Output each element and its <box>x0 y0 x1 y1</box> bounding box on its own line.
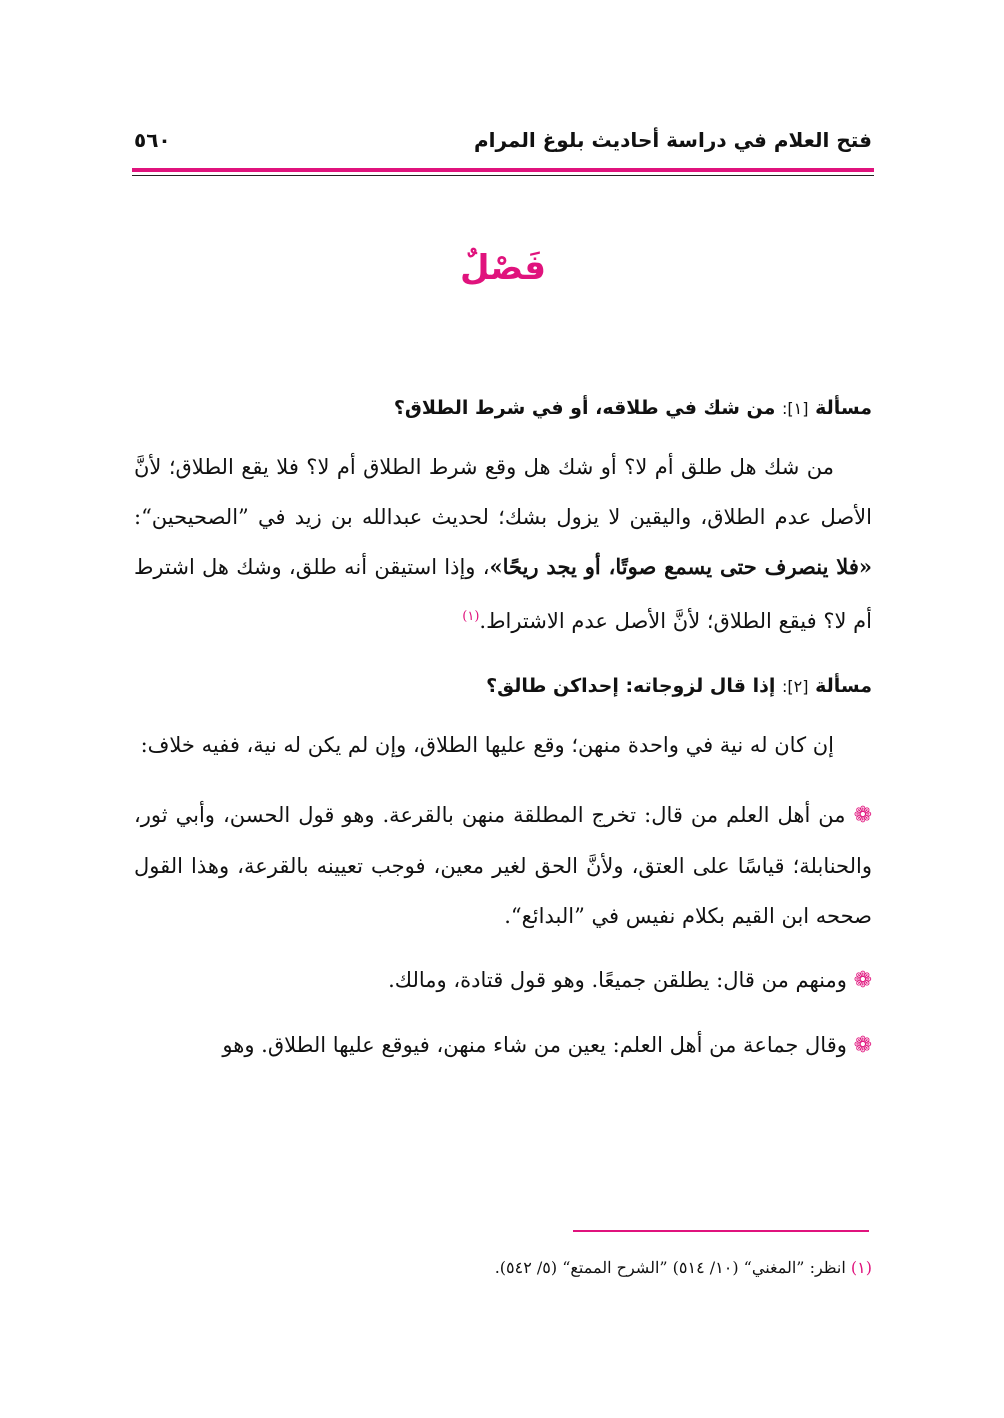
page-body <box>134 388 872 1071</box>
opinion-item-3 <box>134 1020 872 1071</box>
page-number: ٥٦٠ <box>134 128 171 152</box>
running-header <box>134 128 872 152</box>
question-number: [١]: <box>782 399 809 418</box>
book-title: فتح العلام في دراسة أحاديث بلوغ المرام <box>473 128 872 152</box>
header-rule-thin <box>132 175 874 176</box>
paragraph-1-text-a: من شك هل طلق أم لا؟ أو شك هل وقع شرط الطلاق أم لا؟ فلا يقع الطلاق؛ لأنَّ الأصل عدم الطلاق، واليقين لا يزول بشك؛ لحديث عبدالله بن زيد في ”الصحيحين“: <box>134 455 872 529</box>
paragraph-2: إن كان له نية في واحدة منهن؛ وقع عليها الطلاق، وإن لم يكن له نية، ففيه خلاف: <box>140 733 834 757</box>
flower-ornament-icon: ❁ <box>853 803 872 828</box>
opinion-text: ومنهم من قال: يطلقن جميعًا. وهو قول قتادة، ومالك. <box>388 968 847 992</box>
footnote-rule <box>573 1230 869 1232</box>
question-text: إذا قال لزوجاته: إحداكن طالق؟ <box>486 675 776 697</box>
hadith-quote: «فلا ينصرف حتى يسمع صوتًا، أو يجد ريحًا» <box>489 554 872 579</box>
opinion-text: وقال جماعة من أهل العلم: يعين من شاء منهن، فيوقع عليها الطلاق. وهو <box>222 1033 847 1057</box>
section-title: فَصْلٌ <box>459 248 547 288</box>
question-heading-2 <box>134 666 872 706</box>
footnote-text: انظر: ”المغني“ (١٠/ ٥١٤) ”الشرح الممتع“ (٥/ ٥٤٢). <box>494 1258 846 1277</box>
question-label: مسألة <box>815 675 872 697</box>
flower-ornament-icon: ❁ <box>853 968 872 993</box>
paragraph-1 <box>134 442 872 646</box>
header-rule-accent <box>132 168 874 172</box>
question-heading-1 <box>134 388 872 428</box>
opinion-text: من أهل العلم من قال: تخرج المطلقة منهن بالقرعة. وهو قول الحسن، وأبي ثور، والحنابلة؛ قياسًا على العتق، ولأنَّ الحق لغير معين، فوجب تعيينه بالقرعة، وهذا القول صححه ابن القيم بكلام نفيس في ”البدائع“. <box>134 803 872 928</box>
footnote-number: (١) <box>850 1258 872 1277</box>
question-label: مسألة <box>815 397 872 419</box>
opinion-item-1 <box>134 790 872 941</box>
footnote <box>130 1256 872 1280</box>
paragraph-1-text-b: ، وإذا استيقن أنه طلق، وشك هل اشترط أم لا؟ فيقع الطلاق؛ لأنَّ الأصل عدم الاشتراط. <box>134 555 872 633</box>
question-text: من شك في طلاقه، أو في شرط الطلاق؟ <box>393 397 776 419</box>
footnote-ref[interactable]: (١) <box>462 609 480 624</box>
opinion-item-2 <box>134 955 872 1006</box>
flower-ornament-icon: ❁ <box>853 1033 872 1058</box>
question-number: [٢]: <box>782 677 809 696</box>
